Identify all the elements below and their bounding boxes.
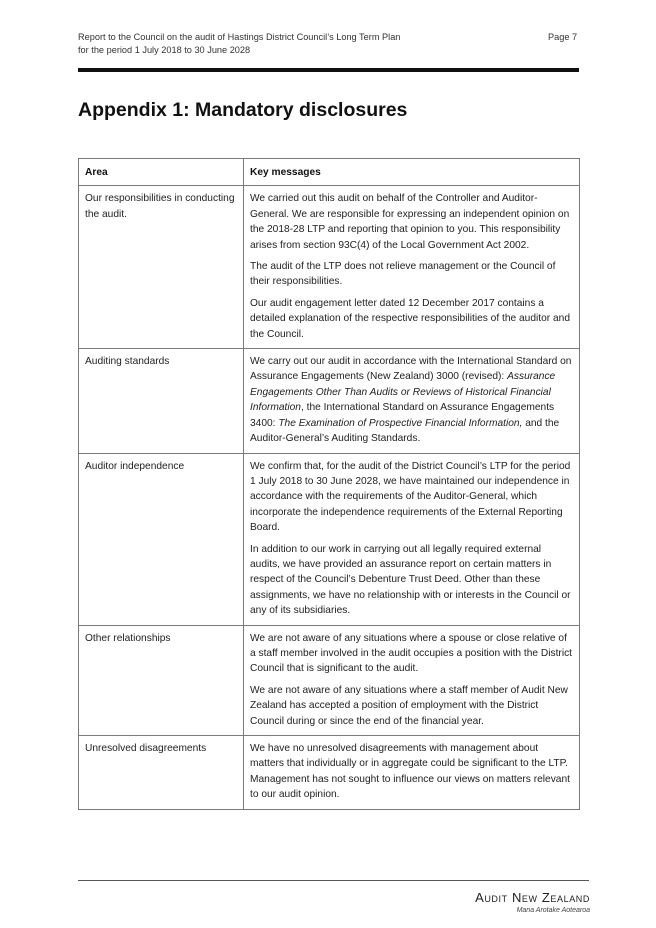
key-messages-cell	[244, 453, 580, 625]
disclosures-table	[78, 158, 580, 810]
header-divider	[78, 68, 579, 72]
table-row	[79, 186, 580, 349]
key-messages-cell	[244, 349, 580, 453]
footer-divider	[78, 880, 589, 881]
message-paragraph	[250, 354, 572, 446]
header-line-1: Report to the Council on the audit of Hastings District Council’s Long Term Plan	[78, 32, 401, 42]
column-header-key-messages: Key messages	[244, 159, 580, 186]
key-messages-cell	[244, 625, 580, 735]
message-paragraph	[250, 296, 572, 342]
area-cell: Unresolved disagreements	[79, 736, 244, 810]
text-run: , the International Standard on Assurance Engagements 3400:	[250, 402, 555, 429]
text-run: We are not aware of any situations where a spouse or close relative of a staff member involved in the audit occupies a position with the District Council that is significant to the audit.	[250, 632, 573, 675]
message-paragraph	[250, 631, 572, 677]
italic-citation: Assurance Engagements Other Than Audits or Reviews of Historical Financial Information	[250, 371, 556, 414]
text-run: We have no unresolved disagreements with management about matters that individually or in aggregate could be significant to the LTP. Management has not sought to influence our views on matters relevant to our audit opinion.	[250, 743, 570, 801]
table-row	[79, 736, 580, 810]
text-run: We confirm that, for the audit of the District Council’s LTP for the period 1 July 2018 to 30 June 2028, we have maintained our independence in accordance with the requirements of the Auditor-General, which incorporate the independence requirements of the External Reporting Board.	[250, 460, 571, 534]
running-header	[78, 31, 498, 56]
key-messages-cell	[244, 186, 580, 349]
table-body	[79, 186, 580, 809]
message-paragraph	[250, 259, 572, 290]
column-header-area: Area	[79, 159, 244, 186]
text-run: The audit of the LTP does not relieve management or the Council of their responsibilities.	[250, 261, 556, 288]
message-paragraph	[250, 683, 572, 729]
message-paragraph	[250, 741, 572, 803]
text-run: We are not aware of any situations where a staff member of Audit New Zealand has accepted a position of employment with the District Council during or since the end of the financial year.	[250, 684, 568, 727]
page-number: Page 7	[548, 32, 578, 42]
message-paragraph	[250, 542, 572, 619]
table-header-row	[79, 159, 580, 186]
page-title: Appendix 1: Mandatory disclosures	[78, 99, 408, 121]
area-cell: Our responsibilities in conducting the audit.	[79, 186, 244, 349]
message-paragraph	[250, 191, 572, 253]
key-messages-cell	[244, 736, 580, 810]
text-run: and the Auditor-General’s Auditing Standards.	[250, 417, 560, 445]
text-run: Our audit engagement letter dated 12 December 2017 contains a detailed explanation of the respective responsibilities of the auditor and the Council.	[250, 297, 570, 340]
message-paragraph	[250, 459, 572, 536]
area-cell: Auditor independence	[79, 453, 244, 625]
logo-subtitle: Mana Arotake Aotearoa	[516, 907, 590, 914]
text-run: In addition to our work in carrying out all legally required external audits, we have provided an assurance report on certain matters in respect of the Council’s Debenture Trust Deed. Other than these assignments, we have no relationship with or interests in the Council or any of its subsidiaries.	[250, 543, 571, 617]
italic-citation: The Examination of Prospective Financial Information,	[278, 417, 523, 429]
text-run: We carried out this audit on behalf of the Controller and Auditor-General. We are responsible for expressing an independent opinion on the 2018-28 LTP and reporting that opinion to you. This responsibility arises from section 93C(4) of the Local Government Act 2002.	[250, 193, 570, 251]
table-row	[79, 453, 580, 625]
area-cell: Other relationships	[79, 625, 244, 735]
table-row	[79, 349, 580, 453]
header-line-2: for the period 1 July 2018 to 30 June 2028	[78, 44, 251, 55]
audit-nz-logo: Audit New Zealand	[475, 890, 590, 905]
text-run: We carry out our audit in accordance with the International Standard on Assurance Engagements (New Zealand) 3000 (revised):	[250, 356, 572, 383]
area-cell: Auditing standards	[79, 349, 244, 453]
table-row	[79, 625, 580, 735]
